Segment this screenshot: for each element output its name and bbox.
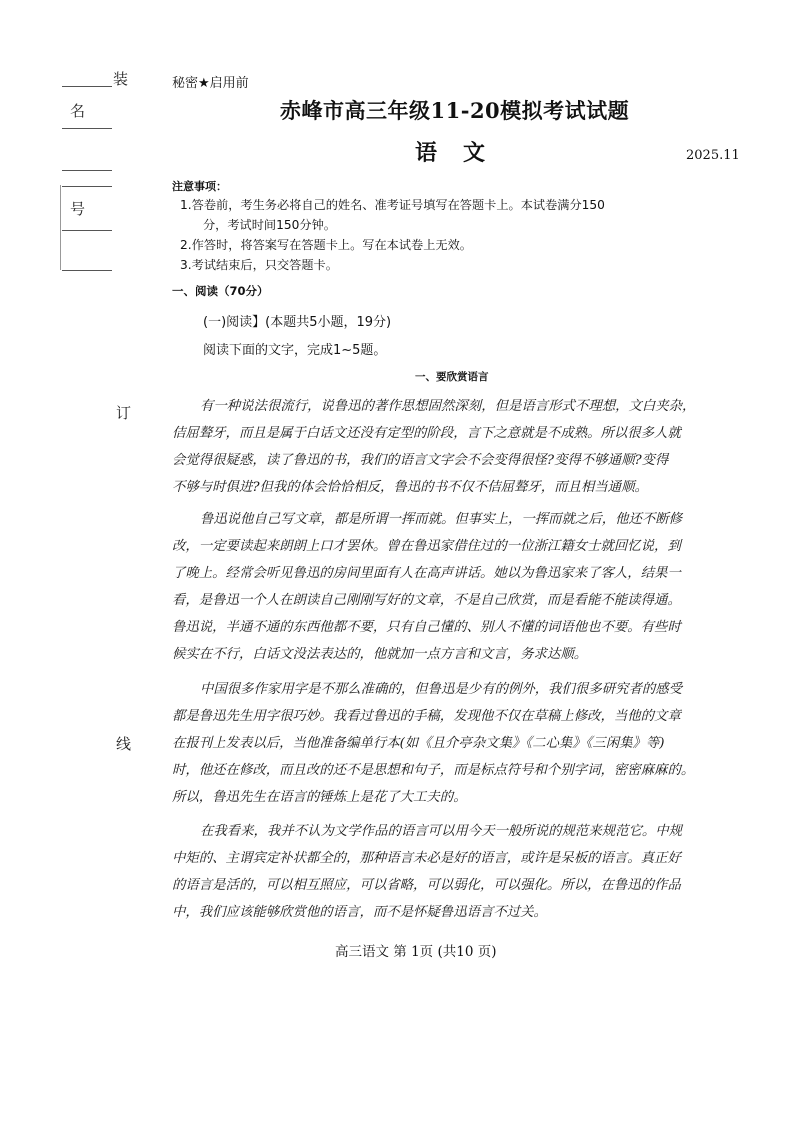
page-footer: 高三语文 第 1页 (共10 页) (335, 944, 497, 960)
article-line: 的语言是活的，可以相互照应，可以省略，可以弱化，可以强化。所以，在鲁迅的作品 (172, 878, 681, 893)
margin-divider (62, 186, 112, 187)
instruction-text: 阅读下面的文字，完成1~5题。 (203, 343, 387, 358)
note-item: 3.考试结束后，只交答题卡。 (180, 258, 338, 272)
margin-divider (62, 86, 112, 87)
article-line: 都是鲁迅先生用字很巧妙。我看过鲁迅的手稿，发现他不仅在草稿上修改，当他的文章 (172, 709, 681, 724)
article-line: 中，我们应该能够欣赏他的语言，而不是怀疑鲁迅语言不过关。 (172, 905, 547, 920)
article-line: 不够与时俱进?但我的体会恰恰相反，鲁迅的书不仅不佶屈聱牙，而且相当通顺。 (172, 480, 648, 495)
article-line: 在我看来，我并不认为文学作品的语言可以用今天一般所说的规范来规范它。中规 (200, 824, 683, 839)
article-line: 看，是鲁迅一个人在朗读自己刚刚写好的文章，不是自己欣赏，而是看能不能读得通。 (172, 593, 681, 608)
margin-divider (62, 170, 112, 171)
article-line: 会觉得很疑惑，读了鲁迅的书，我们的语言文字会不会变得很怪?变得不够通顺?变得 (172, 453, 669, 468)
binding-char-xian: 线 (116, 735, 132, 753)
margin-divider (62, 270, 112, 271)
article-line: 改，一定要读起来朗朗上口才罢休。曾在鲁迅家借住过的一位浙江籍女士就回忆说，到 (172, 539, 681, 554)
article-line: 鲁迅说他自己写文章，都是所谓一挥而就。但事实上，一挥而就之后，他还不断修 (200, 512, 683, 527)
article-line: 中国很多作家用字是不那么准确的，但鲁迅是少有的例外，我们很多研究者的感受 (200, 682, 683, 697)
margin-divider-vertical (60, 185, 61, 270)
binding-char-zhuang: 装 (113, 70, 129, 88)
article-line: 佶屈聱牙，而且是属于白话文还没有定型的阶段，言下之意就是不成熟。所以很多人就 (172, 426, 681, 441)
number-field-label: 号 (70, 200, 86, 218)
exam-date: 2025.11 (686, 148, 740, 163)
article-title: 一、要欣赏语言 (415, 371, 489, 383)
note-item: 2.作答时，将答案写在答题卡上。写在本试卷上无效。 (180, 238, 472, 252)
binding-char-ding: 订 (116, 404, 132, 422)
margin-divider (62, 128, 112, 129)
article-line: 时，他还在修改，而且改的还不是思想和句子，而是标点符号和个别字词，密密麻麻的。 (172, 763, 695, 778)
margin-divider (62, 230, 112, 231)
section-title: 一、阅读（70分） (172, 284, 269, 298)
subject-title: 语文 (415, 140, 512, 166)
confidential-label: 秘密★启用前 (172, 76, 249, 91)
note-item: 分，考试时间150分钟。 (203, 218, 336, 232)
name-field-label: 名 (70, 102, 86, 120)
article-line: 鲁迅说，半通不通的东西他都不要，只有自己懂的、别人不懂的词语他也不要。有些时 (172, 620, 681, 635)
article-line: 有一种说法很流行，说鲁迅的著作思想固然深刻，但是语言形式不理想，文白夹杂， (200, 399, 696, 414)
article-line: 候实在不行，白话文没法表达的，他就加一点方言和文言，务求达顺。 (172, 647, 588, 662)
article-line: 了晚上。经常会听见鲁迅的房间里面有人在高声讲话。她以为鲁迅家来了客人，结果一 (172, 566, 681, 581)
article-line: 在报刊上发表以后，当他准备编单行本(如《且介亭杂文集》《二心集》《三闲集》等) (172, 736, 665, 751)
exam-title: 赤峰市高三年级11-20模拟考试试题 (280, 98, 630, 123)
article-line: 中矩的、主谓宾定补状都全的，那种语言未必是好的语言，或许是呆板的语言。真正好 (172, 851, 681, 866)
part-heading: (一)阅读】(本题共5小题，19分) (203, 315, 392, 330)
note-item: 1.答卷前，考生务必将自己的姓名、准考证号填写在答题卡上。本试卷满分150 (180, 198, 605, 212)
notes-title: 注意事项： (172, 180, 227, 193)
article-line: 所以，鲁迅先生在语言的锤炼上是花了大工夫的。 (172, 790, 467, 805)
